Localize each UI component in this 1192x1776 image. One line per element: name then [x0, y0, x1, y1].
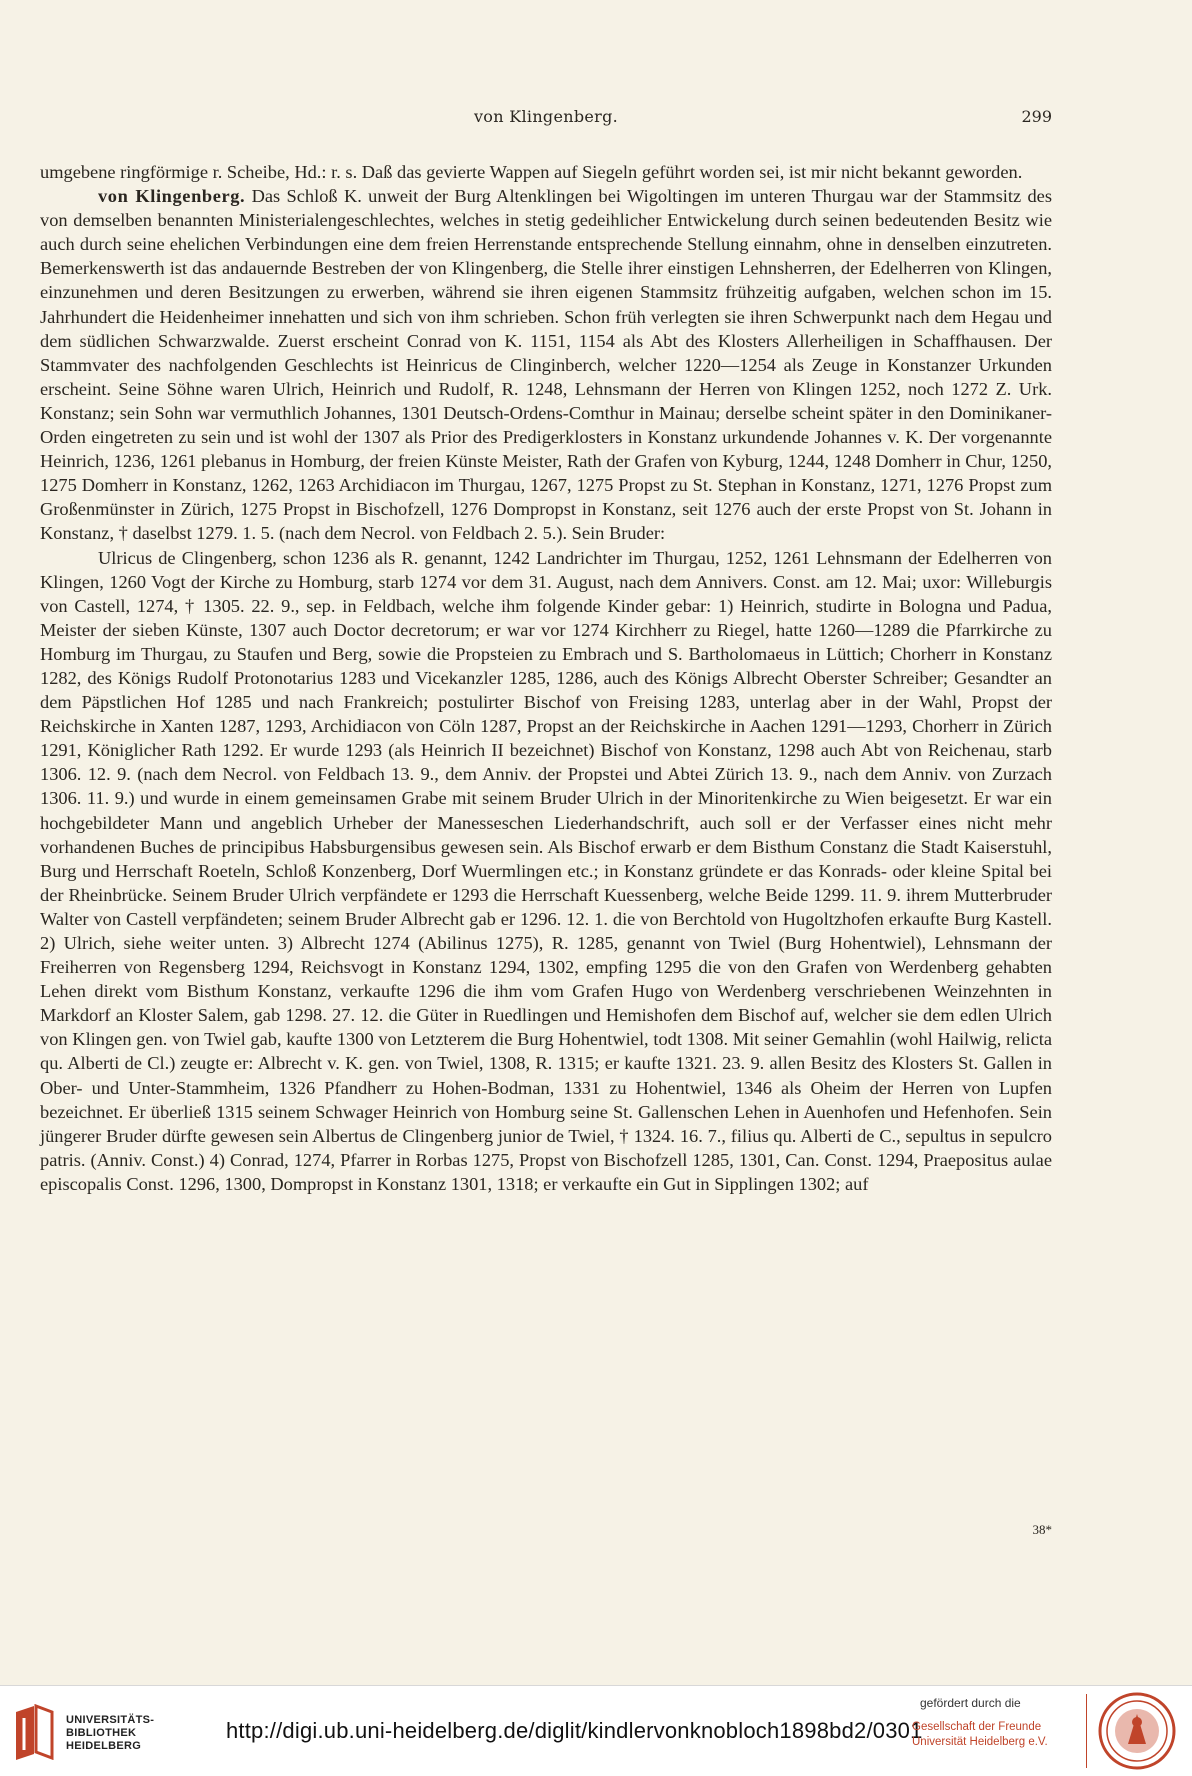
body-text	[40, 160, 1052, 1196]
sponsor-name: Gesellschaft der Freunde Universität Heidelberg e.V.	[912, 1721, 1048, 1748]
ub-logo-icon	[12, 1704, 56, 1760]
paragraph-text: Ulricus de Clingenberg, schon 1236 als R. genannt, 1242 Landrichter im Thurgau, 1252, 1261 Lehnsmann der Edelherren von Klingen, 1260 Vogt der Kirche zu Homburg, starb 1274 vor dem 31. August, nach dem Annivers. Const. am 12. Mai; uxor: Willeburgis von Castell, 1274, † 1305. 22. 9., sep. in Feldbach, welche ihm folgende Kinder gebar: 1) Heinrich, studirte in Bologna und Padua, Meister der sieben Künste, 1307 auch Doctor decretorum; er war vor 1274 Kirchherr zu Riegel, hatte 1260—1289 die Pfarrkirche zu Homburg im Thurgau, zu Staufen und Berg, sowie die Propsteien zu Embrach und S. Bartholomaeus in Lüttich; Chorherr in Konstanz 1282, des Königs Rudolf Protonotarius 1283 und Vicekanzler 1285, 1286, auch des Königs Albrecht Oberster Schreiber; Gesandter an dem Päpstlichen Hof 1285 und nach Frankreich; postulirter Bischof von Freising 1283, unterlag aber in der Wahl, Propst der Reichskirche in Xanten 1287, 1293, Archidiacon von Cöln 1287, Propst an der Reichskirche in Aachen 1291—1293, Chorherr in Zürich 1291, Königlicher Rath 1292. Er wurde 1293 (als Heinrich II bezeichnet) Bischof von Konstanz, 1298 auch Abt von Reichenau, starb 1306. 12. 9. (nach dem Necrol. von Feldbach 13. 9., dem Anniv. der Propstei und Abtei Zürich 13. 9., nach dem Anniv. von Zurzach 1306. 11. 9.) und wurde in einem gemeinsamen Grabe mit seinem Bruder Ulrich in der Minoritenkirche zu Wien beigesetzt. Er war ein hochgebildeter Mann und angeblich Urheber der Manesseschen Liederhandschrift, auch soll er der Verfasser eines nicht mehr vorhandenen Buches de principibus Habsburgensibus gewesen sein. Als Bischof erwarb er dem Bisthum Constanz die Stadt Kaiserstuhl, Burg und Herrschaft Roeteln, Schloß Konzenberg, Dorf Wuermlingen etc.; in Konstanz gründete er das Konrads- oder kleine Spital bei der Rheinbrücke. Seinem Bruder Ulrich verpfändete er 1293 die Herrschaft Kuessenberg, welche Beide 1299. 11. 9. ihrem Mutterbruder Walter von Castell verpfändeten; seinem Bruder Albrecht gab er 1296. 12. 1. die von Berchtold von Hugoltzhofen erkaufte Burg Kastell. 2) Ulrich, siehe weiter unten. 3) Albrecht 1274 (Abilinus 1275), R. 1285, genannt von Twiel (Burg Hohentwiel), Lehnsmann der Freiherren von Regensberg 1294, Reichsvogt in Konstanz 1294, 1302, empfing 1295 die von den Grafen von Werdenberg gehabten Lehen direkt vom Bisthum Konstanz, verkaufte 1296 die ihm vom Grafen Hugo von Werdenberg verschriebenen Weinzehnten in Markdorf an Kloster Salem, gab 1298. 27. 12. die Güter in Ruedlingen und Hemishofen dem Bischof auf, welcher sie dem edlen Ulrich von Klingen gen. von Twiel gab, kaufte 1300 von Letzterem die Burg Hohentwiel, todt 1308. Mit seiner Gemahlin (wohl Hailwig, relicta qu. Alberti de Cl.) zeugte er: Albrecht v. K. gen. von Twiel, 1308, R. 1315; er kaufte 1321. 23. 9. allen Besitz des Klosters St. Gallen in Ober- und Unter-Stammheim, 1326 Pfandherr zu Hohen-Bodman, 1331 zu Hohentwiel, 1346 als Oheim der Herren von Lupfen bezeichnet. Er überließ 1315 seinem Schwager Heinrich von Homburg seine St. Gallenschen Lehen in Auenhofen und Hefenhofen. Sein jüngerer Bruder dürfte gewesen sein Albertus de Clingenberg junior de Twiel, † 1324. 16. 7., filius qu. Alberti de C., sepultus in sepulcro patris. (Anniv. Const.) 4) Conrad, 1274, Pfarrer in Rorbas 1275, Propst von Bischofzell 1285, 1301, Can. Const. 1294, Praepositus aulae episcopalis Const. 1296, 1300, Dompropst in Konstanz 1301, 1318; er verkaufte ein Gut in Sipplingen 1302; auf	[40, 547, 1052, 1194]
paragraph-text: Das Schloß K. unweit der Burg Altenklingen bei Wigoltingen im unteren Thurgau war der Stammsitz des von demselben benannten Ministerialengeschlechtes, welches in stetig gedeihlicher Entwickelung durch seinen bedeutenden Besitz wie auch durch seine ehelichen Verbindungen eine dem freien Herrenstande entsprechende Stellung einnahm, ohne in denselben einzutreten. Bemerkenswerth ist das andauernde Bestreben der von Klingenberg, die Stelle ihrer einstigen Lehnsherren, der Edelherren von Klingen, einzunehmen und deren Besitzungen zu erwerben, während sie ihren eigenen Stammsitz frühzeitig aufgaben, welchen schon im 15. Jahrhundert die Heidenheimer innehatten und sich von ihm schrieben. Schon früh verlegten sie ihren Schwerpunkt nach dem Hegau und dem südlichen Schwarzwalde. Zuerst erscheint Conrad von K. 1151, 1154 als Abt des Klosters Allerheiligen in Schaffhausen. Der Stammvater des nachfolgenden Geschlechts ist Heinricus de Clinginberch, welcher 1220—1254 als Zeuge in Konstanzer Urkunden erscheint. Seine Söhne waren Ulrich, Heinrich und Rudolf, R. 1248, Lehnsmann der Herren von Klingen 1252, noch 1272 Z. Urk. Konstanz; sein Sohn war vermuthlich Johannes, 1301 Deutsch-Ordens-Comthur in Mainau; derselbe scheint später in den Dominikaner-Orden eingetreten zu sein und ist wohl der 1307 als Prior des Predigerklosters in Konstanz urkundende Johannes v. K. Der vorgenannte Heinrich, 1236, 1261 plebanus in Homburg, der freien Künste Meister, Rath der Grafen von Kyburg, 1244, 1248 Domherr in Chur, 1250, 1275 Domherr in Konstanz, 1262, 1263 Archidiacon im Thurgau, 1267, 1275 Propst zu St. Stephan in Konstanz, 1271, 1276 Propst zum Großenmünster in Zürich, 1275 Propst in Bischofzell, 1276 Dompropst in Konstanz, seit 1276 auch der erste Propst von St. Johann in Konstanz, † daselbst 1279. 1. 5. (nach dem Necrol. von Feldbach 2. 5.). Sein Bruder:	[40, 186, 1052, 544]
entry-heading: von Klingenberg.	[98, 186, 246, 207]
sponsor-divider	[1086, 1694, 1087, 1768]
running-header	[40, 107, 1052, 131]
paragraph-text: umgebene ringförmige r. Scheibe, Hd.: r. s. Daß das gevierte Wappen auf Siegeln geführt worden sei, ist mir nicht bekannt geworden.	[40, 162, 1023, 182]
university-seal-icon	[1098, 1692, 1176, 1770]
library-name: UNIVERSITÄTS- BIBLIOTHEK HEIDELBERG	[66, 1714, 155, 1752]
signature-mark: 38*	[1032, 1522, 1052, 1537]
page-number: 299	[1021, 107, 1052, 126]
sponsor-label: gefördert durch die	[920, 1696, 1021, 1710]
permalink-url[interactable]: http://digi.ub.uni-heidelberg.de/diglit/kindlervonknobloch1898bd2/0301	[226, 1718, 923, 1743]
paragraph-continuation	[40, 160, 1052, 184]
running-title: von Klingenberg.	[473, 107, 619, 126]
digitization-footer	[0, 1685, 1192, 1776]
paragraph-ulricus	[40, 546, 1052, 1197]
paragraph-entry	[40, 184, 1052, 545]
